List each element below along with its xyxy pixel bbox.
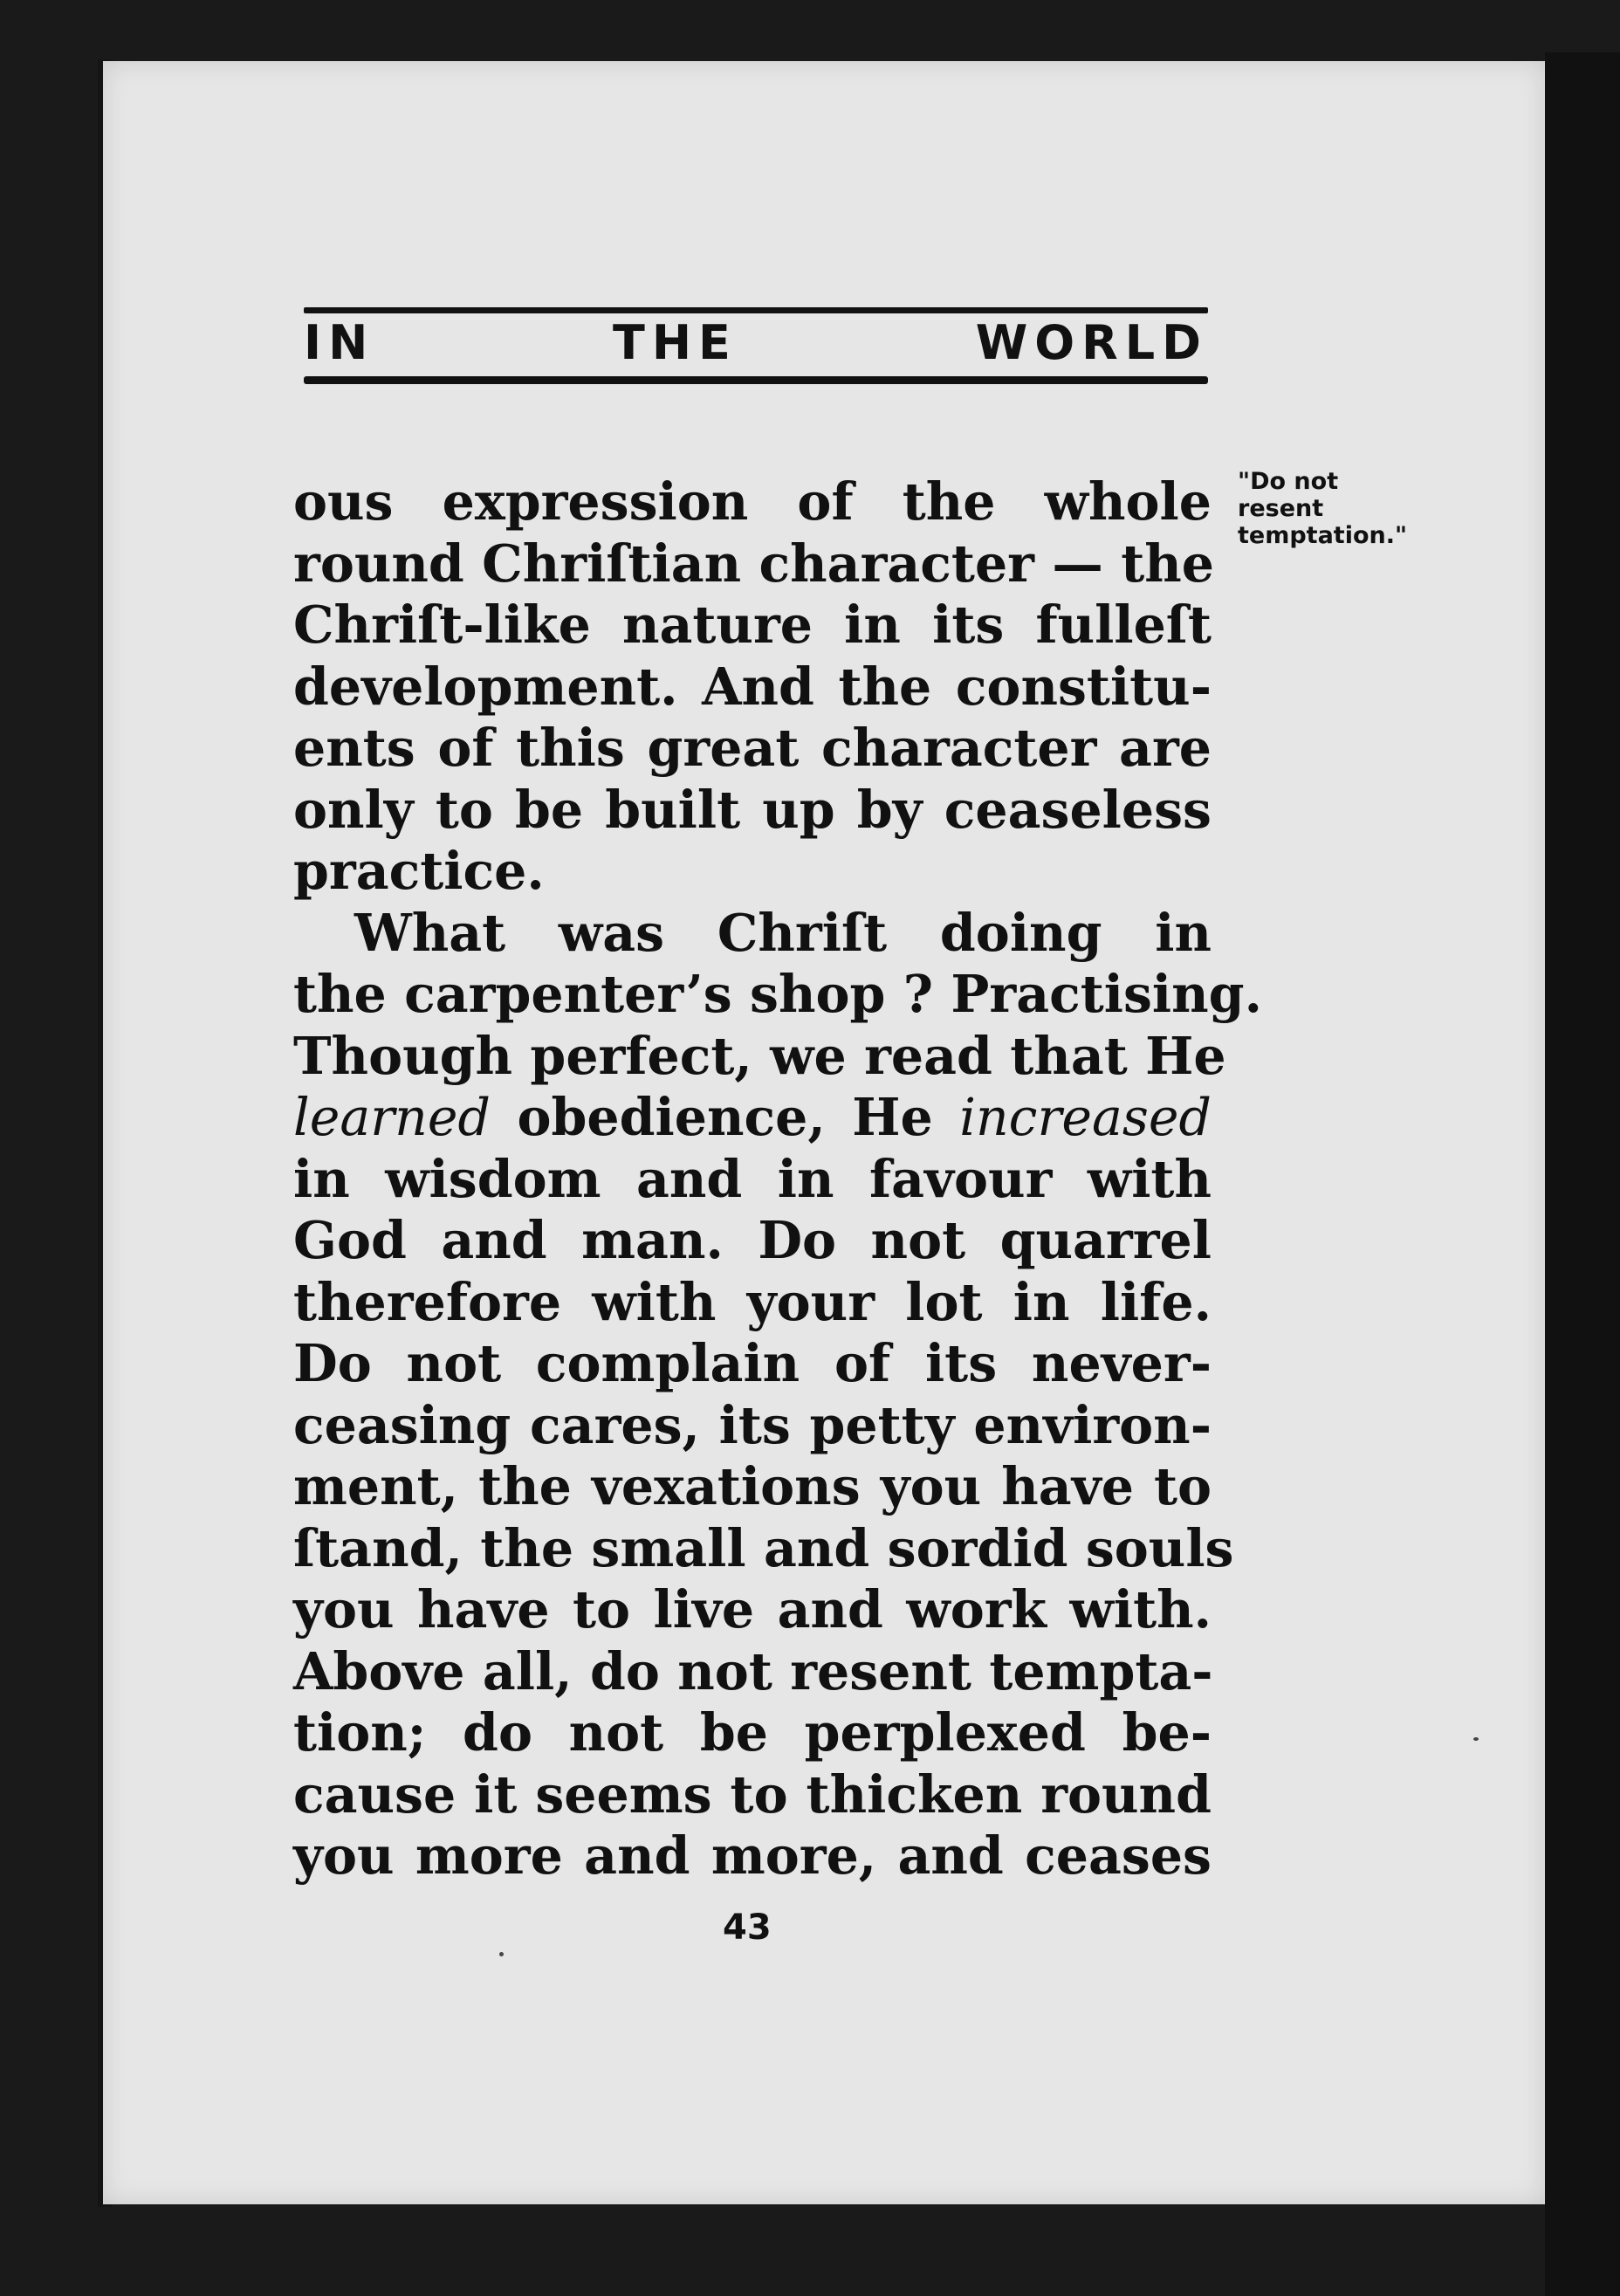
running-head <box>304 313 1208 371</box>
italic-word: increased <box>959 1088 1212 1147</box>
margin-note-line: "Do not <box>1238 468 1339 495</box>
running-head-word: IN <box>304 314 375 370</box>
page-number: 43 <box>723 1908 772 1948</box>
text-line-with-italics <box>293 1087 1212 1149</box>
text-line: What was Chriſt doing in <box>354 902 1212 963</box>
text-line: ents of this great character are <box>293 718 1212 778</box>
text-line: the carpenter’s shop ? Practising. <box>293 964 1262 1024</box>
scan-speck <box>1473 1737 1479 1741</box>
text-line: in wisdom and in favour with <box>293 1148 1212 1209</box>
text-line: you more and more, and ceases <box>293 1825 1212 1886</box>
text-line: Above all, do not resent tempta- <box>293 1640 1213 1701</box>
text-line: practice. <box>293 841 545 901</box>
text-line: cause it seems to thicken round <box>293 1763 1212 1825</box>
running-head-word: THE <box>613 314 738 370</box>
header-rule-top <box>304 307 1208 313</box>
text-line: ous expression of the whole <box>293 471 1212 532</box>
margin-note <box>1238 468 1465 549</box>
text-line: Though perfect, we read that He <box>293 1025 1226 1086</box>
scan-speck <box>499 1952 504 1956</box>
text-line: God and man. Do not quarrel <box>293 1210 1212 1270</box>
body-text <box>293 471 1262 1887</box>
text-line: therefore with your lot in life. <box>293 1271 1212 1332</box>
text-line: ment, the vexations you have to <box>293 1456 1212 1516</box>
margin-note-line: temptation." <box>1238 522 1408 549</box>
italic-word: learned <box>293 1088 491 1147</box>
text-line: tion; do not be perplexed be- <box>293 1702 1212 1763</box>
text-line: Do not complain of its never- <box>293 1333 1212 1393</box>
text-line: ceasing cares, its petty environ- <box>293 1394 1212 1455</box>
text-line: round Chriſtian character — the <box>293 533 1214 594</box>
text-fragment: obedience, He <box>490 1087 960 1147</box>
scan-border <box>1545 52 1620 2296</box>
text-line: Chriſt-like nature in its fulleſt <box>293 595 1212 655</box>
running-header <box>304 307 1208 384</box>
margin-note-line: resent <box>1238 495 1324 522</box>
text-line: ſtand, the small and sordid souls <box>293 1517 1234 1578</box>
text-line: you have to live and work with. <box>293 1579 1212 1640</box>
text-line: only to be built up by ceaseless <box>293 779 1212 840</box>
text-line: development. And the constitu- <box>293 656 1212 717</box>
running-head-word: WORLD <box>975 314 1208 370</box>
header-rule-bottom <box>304 376 1208 384</box>
